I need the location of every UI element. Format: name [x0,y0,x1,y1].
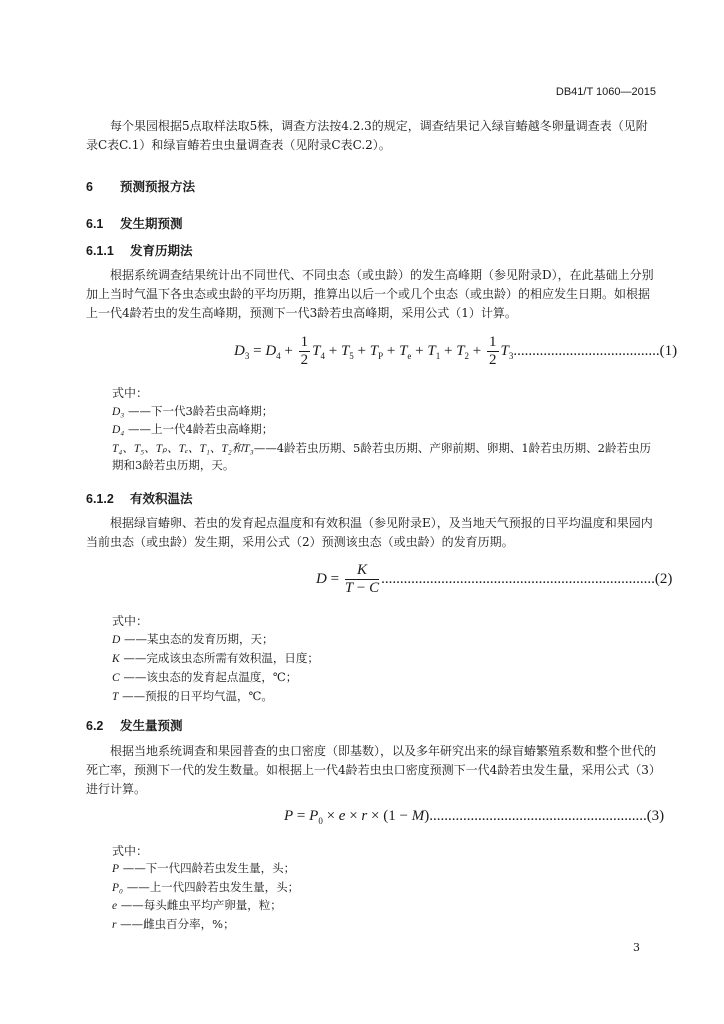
section-6-1-heading [86,214,183,232]
definition-p0: P₀ ——上一代四龄若虫发生量，头； [112,880,300,894]
definition-c: C ——该虫态的发育起点温度，℃； [112,670,298,684]
definition-d3: D₃ ——下一代3龄若虫高峰期； [112,404,274,418]
definition-t-periods: T₄、T₅、Tₚ、Tₑ、T₁、T₂和T₃——4龄若虫历期、5龄若虫历期、产卵前期、卵期、1龄若虫历期、2龄若虫历期和3龄若虫历期，天。 [112,441,651,472]
intro-paragraph: 每个果园根据5点取样法取5株，调查方法按4.2.3的规定，调查结果记入绿盲蝽越冬卵量调查表（见附录C表C.1）和绿盲蝽若虫虫量调查表（见附录C表C.2）。 [86,119,648,152]
definition-t: T ——预报的日平均气温，℃。 [112,689,273,703]
section-number: 6.1.2 [86,492,114,506]
where-label-1: 式中： [112,386,149,400]
section-number: 6.1 [86,217,104,231]
section-6-heading [86,177,195,195]
section-6-1-2-heading [86,489,193,507]
formula-2-label: (2) [654,570,673,587]
document-code: DB41/T 1060—2015 [555,86,656,98]
section-6-2-heading [86,716,183,734]
section-6-1-2-paragraph: 根据绿盲蝽卵、若虫的发育起点温度和有效积温（参见附录E），及当地天气预报的日平均温度和果园内当前虫态（或虫龄）发生期，采用公式（2）预测该虫态（或虫龄）的发育历期。 [86,516,653,549]
definition-k: K ——完成该虫态所需有效积温，日度； [112,651,319,665]
section-6-1-1-heading [86,241,193,259]
section-title: 有效积温法 [130,492,193,506]
section-title: 发育历期法 [130,244,193,258]
where-label-2: 式中： [112,614,149,628]
definition-e: e ——每头雌虫平均产卵量，粒； [112,898,282,912]
section-6-2-paragraph: 根据当地系统调查和果园普查的虫口密度（即基数），以及多年研究出来的绿盲蝽繁殖系数和整个世代的死亡率，预测下一代的发生数量。如根据上一代4龄若虫虫口密度预测下一代4龄若虫发生量，采用公式（3）进行计算。 [86,744,657,796]
where-label-3: 式中： [112,844,149,858]
section-number: 6 [86,180,93,194]
definition-d4: D₄ ——上一代4龄若虫高峰期； [112,422,274,436]
section-number: 6.1.1 [86,244,114,258]
section-6-1-1-paragraph: 根据系统调查结果统计出不同世代、不同虫态（或虫龄）的发生高峰期（参见附录D），在此基础上分别加上当时气温下各虫态或虫龄的平均历期，推算出以后一个或几个虫态（或虫龄）的相应发生日期。如根据上一代4龄若虫的发生高峰期，预测下一代3龄若虫高峰期，采用公式（1）计算。 [86,268,654,320]
definition-p: P ——下一代四龄若虫发生量，头； [112,861,296,875]
formula-2: D = $\frac{K}{T - C}$ .........................................................................(2) [316,562,673,596]
formula-1: $D_3 = D_4$ + $\frac{1}{2}$ $T_4 + T_5 + T_P + T_e + T_1 + T_2$ + $\frac{1}{2}$ $T_3.......................................(1)$ [234,334,678,368]
definition-r: r ——雌虫百分率，%； [112,917,235,931]
page-number: 3 [633,941,640,954]
section-title: 发生量预测 [120,719,183,733]
formula-1-label: (1) [659,342,678,359]
formula-3: $P = P_0 \times e \times r \times (1 - M)..........................................................(3)$ [284,808,665,826]
section-title: 预测预报方法 [120,180,196,194]
section-title: 发生期预测 [120,217,183,231]
definition-d: D ——某虫态的发育历期，天； [112,632,274,646]
formula-3-label: (3) [646,808,665,824]
section-number: 6.2 [86,719,104,733]
